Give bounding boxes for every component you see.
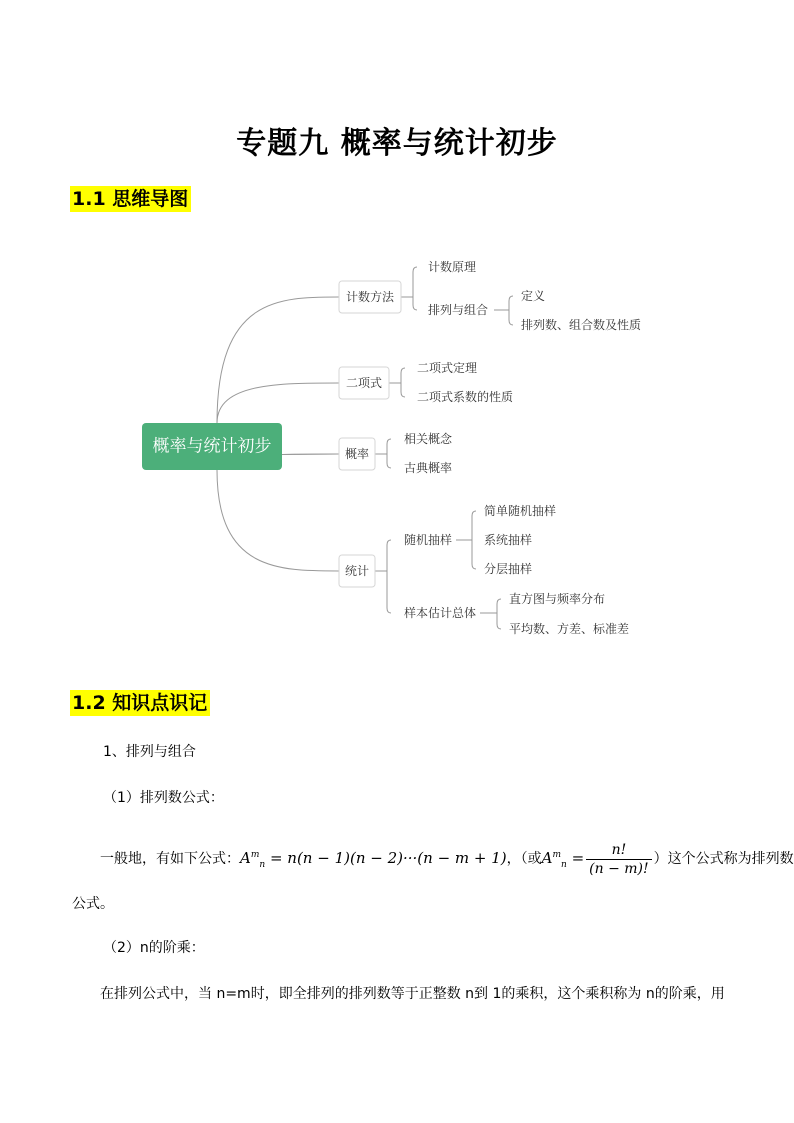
mindmap-bracket xyxy=(387,439,391,468)
formula-paragraph xyxy=(100,836,794,884)
mindmap-child-label: 二项式系数的性质 xyxy=(417,390,514,404)
mindmap-child-label: 相关概念 xyxy=(404,432,453,446)
factorial-fraction: $\frac{n!}{(n - m)!}$ xyxy=(586,841,651,878)
mindmap-child-label: 计数原理 xyxy=(428,260,477,274)
item-heading: 1、排列与组合 xyxy=(103,744,196,760)
mindmap-branch-label: 计数方法 xyxy=(345,290,395,304)
mindmap-leaf-label: 定义 xyxy=(521,289,546,303)
mindmap-bracket xyxy=(472,511,476,569)
page-title: 专题九 概率与统计初步 xyxy=(236,126,558,161)
mindmap-branch-label: 概率 xyxy=(344,447,370,461)
mindmap-bracket xyxy=(401,368,405,397)
sub-item-heading: （1）排列数公式： xyxy=(103,790,224,806)
formula-suffix: ）这个公式称为排列数 xyxy=(653,851,794,867)
mindmap-bracket xyxy=(509,296,513,325)
permutation-formula: $A^m_n = n(n - 1)(n - 2)\cdot\cdot\cdot(n - m + 1)$ xyxy=(240,849,507,870)
mindmap-child-label: 随机抽样 xyxy=(404,533,453,547)
section-heading-mindmap: 1.1 思维导图 xyxy=(70,186,191,212)
mindmap-connector xyxy=(217,383,339,423)
mindmap-connector xyxy=(282,454,339,455)
mind-map xyxy=(0,240,794,650)
mindmap-branch-label: 统计 xyxy=(344,564,370,578)
mindmap-bracket xyxy=(387,540,391,613)
mindmap-child-label: 二项式定理 xyxy=(417,361,478,375)
mindmap-child-label: 样本估计总体 xyxy=(404,606,477,620)
mindmap-leaf-label: 分层抽样 xyxy=(484,562,533,576)
mindmap-leaf-label: 简单随机抽样 xyxy=(484,504,557,518)
mindmap-child-label: 古典概率 xyxy=(404,461,453,475)
formula-prefix: 一般地，有如下公式： xyxy=(100,851,240,867)
mindmap-bracket xyxy=(497,599,501,629)
factorial-text: 在排列公式中，当 n=m时，即全排列的排列数等于正整数 n到 1的乘积，这个乘积称为 n的阶乘，用 xyxy=(100,986,725,1002)
section-heading-knowledge: 1.2 知识点识记 xyxy=(70,690,210,716)
sub-item-heading-factorial: （2）n的阶乘： xyxy=(103,940,205,956)
mindmap-leaf-label: 直方图与频率分布 xyxy=(509,592,606,606)
mindmap-branch-label: 二项式 xyxy=(345,376,383,390)
formula-mid: ，（或 xyxy=(506,851,542,867)
mindmap-root-label: 概率与统计初步 xyxy=(152,436,272,457)
mindmap-leaf-label: 排列数、组合数及性质 xyxy=(521,318,642,332)
mindmap-connector xyxy=(217,297,339,423)
mindmap-bracket xyxy=(413,267,417,310)
mindmap-leaf-label: 平均数、方差、标准差 xyxy=(509,622,630,636)
mindmap-leaf-label: 系统抽样 xyxy=(484,533,533,547)
permutation-formula-alt: $A^m_n$ = xyxy=(541,849,585,870)
formula-line2: 公式。 xyxy=(72,896,114,912)
mindmap-child-label: 排列与组合 xyxy=(428,303,489,317)
mindmap-connector xyxy=(217,470,339,571)
